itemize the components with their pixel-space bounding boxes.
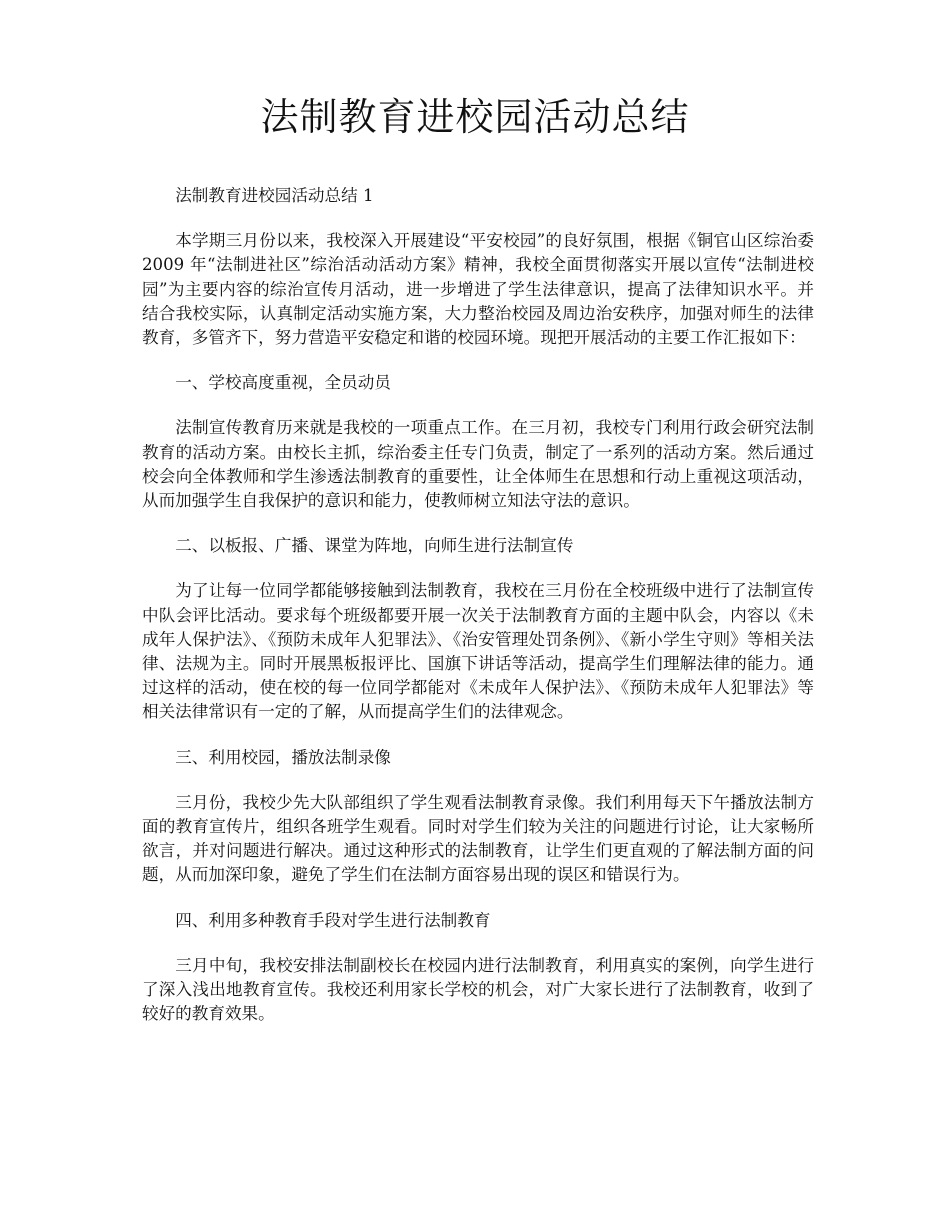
subtitle: 法制教育进校园活动总结 1 (175, 186, 374, 205)
paragraph-section-2: 为了让每一位同学都能够接触到法制教育，我校在三月份在全校班级中进行了法制宣传中队会评比活动。要求每个班级都要开展一次关于法制教育方面的主题中队会，内容以《未成年人保护法》、《预防未成年人犯罪法》、《治安管理处罚条例》、《新小学生守则》等相关法律、法规为主。同时开展黑板报评比、国旗下讲话等活动，提高学生们理解法律的能力。通过这样的活动，使在校的每一位同学都能对《未成年人保护法》、《预防未成年人犯罪法》等相关法律常识有一定的了解，从而提高学生们的法律观念。 (142, 581, 814, 722)
section-heading-3: 三、利用校园，播放法制录像 (175, 747, 391, 767)
paragraph-gap (142, 725, 814, 746)
paragraph-intro: 本学期三月份以来，我校深入开展建设“平安校园”的良好氛围，根据《铜官山区综治委 2009 年“法制进社区”综治活动活动方案》精神，我校全面贯彻落实开展以宣传“法制进校园”为主要内容的综治宣传月活动，进一步增进了学生法律意识，提高了法律知识水平。并结合我校实际，认真制定活动实施方案，大力整治校园及周边治安秩序，加强对师生的法律教育，多管齐下，努力营造平安稳定和谐的校园环境。现把开展活动的主要工作汇报如下： (142, 231, 814, 348)
paragraph-gap (142, 350, 814, 371)
section-heading-4: 四、利用多种教育手段对学生进行法制教育 (175, 910, 491, 930)
paragraph-section-1: 法制宣传教育历来就是我校的一项重点工作。在三月初，我校专门利用行政会研究法制教育的活动方案。由校长主抓，综治委主任专门负责，制定了一系列的活动方案。然后通过校会向全体教师和学生渗透法制教育的重要性，让全体师生在思想和行动上重视这项活动，从而加强学生自我保护的意识和能力，使教师树立知法守法的意识。 (142, 418, 814, 511)
section-heading-2: 二、以板报、广播、课堂为阵地，向师生进行法制宣传 (175, 536, 574, 556)
section-heading-1: 一、学校高度重视，全员动员 (175, 373, 391, 393)
paragraph-gap (142, 770, 814, 791)
document-body (142, 184, 814, 1026)
document-title: 法制教育进校园活动总结 (260, 95, 690, 139)
paragraph-section-4: 三月中旬，我校安排法制副校长在校园内进行法制教育，利用真实的案例，向学生进行了深入浅出地教育宣传。我校还利用家长学校的机会，对广大家长进行了法制教育，收到了较好的教育效果。 (142, 955, 814, 1024)
paragraph-section-3: 三月份，我校少先大队部组织了学生观看法制教育录像。我们利用每天下午播放法制方面的教育宣传片，组织各班学生观看。同时对学生们较为关注的问题进行讨论，让大家畅所欲言，并对问题进行解决。通过这种形式的法制教育，让学生们更直观的了解法制方面的问题，从而加深印象，避免了学生们在法制方面容易出现的误区和错误行为。 (142, 792, 814, 885)
paragraph-gap (142, 933, 814, 954)
paragraph-gap (142, 558, 814, 579)
paragraph-gap (142, 513, 814, 534)
paragraph-gap (142, 395, 814, 416)
paragraph-gap (142, 888, 814, 909)
paragraph-gap (142, 208, 814, 229)
